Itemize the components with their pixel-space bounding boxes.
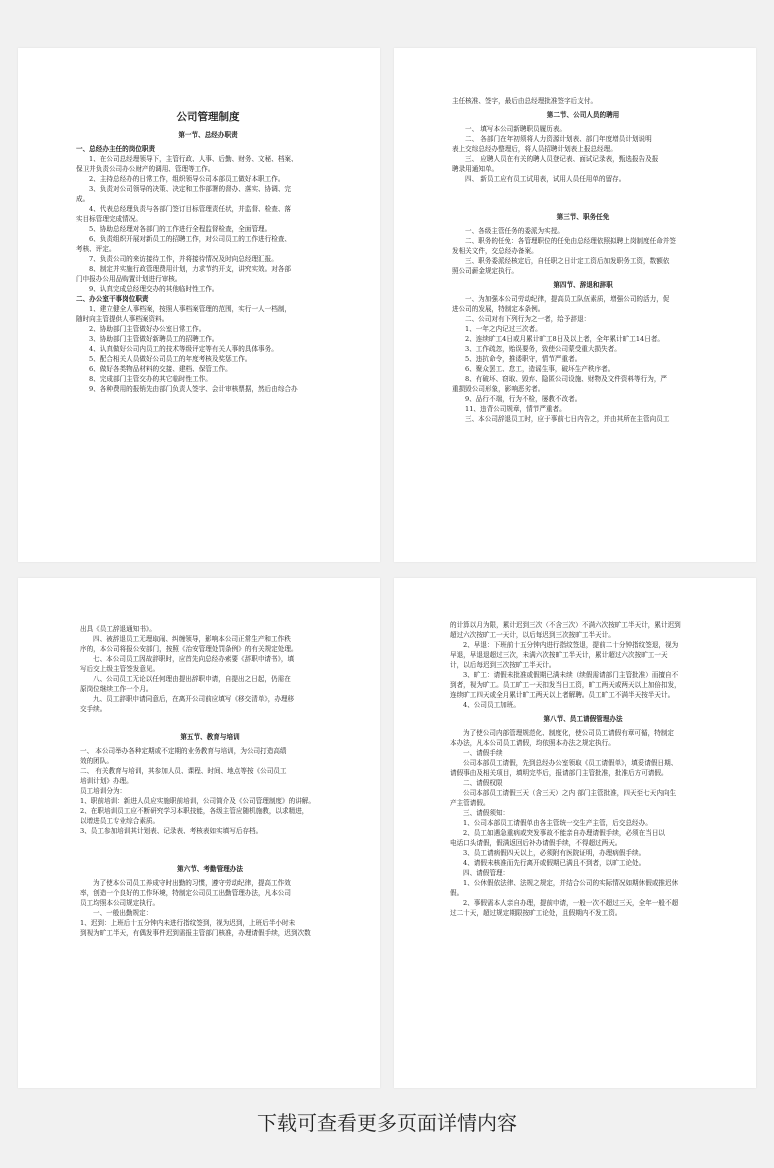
text-line: 9、各种费用的报销先由部门负责人签字、会计审核票据，然后由综合办	[89, 385, 298, 393]
text-line: 1、一年之内记过三次者。	[465, 325, 542, 333]
text-line: 三、请假须知：	[463, 809, 510, 817]
text-line: 3、员工请病假四天以上，必须附有医院证明，办理病假手续。	[463, 849, 646, 857]
text-line: 以增进员工专业综合素质。	[80, 817, 160, 825]
text-line: 3、协助部门主管做好新聘员工的招聘工作。	[89, 335, 219, 343]
text-line: 二、 各部门在年初须将人力资源计划表、部门年度增员计划说明	[465, 135, 652, 143]
text-line: 到视为旷工半天，有偶发事件迟到需报主管部门核准，办理请假手续，迟到次数	[80, 929, 311, 937]
text-line: 出具《员工辞退通知书》。	[80, 625, 156, 633]
text-line: 1、在公司总经理领导下，主管行政、人事、后勤、财务、文秘、档案、	[89, 155, 298, 163]
document-page-4	[394, 578, 756, 1088]
text-line: 1、建立健全人事档案，按照人事档案管理的范围，实行一人一档制，	[89, 305, 292, 313]
text-line: 公司本部员工请假，先到总经办公室领取《员工请假单》，填妥请假日期、	[463, 759, 678, 767]
text-line: 8、制定并实施行政管理费用计划，力求节约开支，讲究实效。对各部	[89, 265, 292, 273]
text-line: 三、 应聘人员在有关的聘人员登记表、面试记录表，甄选报告及报	[465, 155, 659, 163]
section-heading: 第二节、公司人员的聘用	[546, 111, 620, 119]
text-line: 假。	[450, 889, 464, 897]
text-line: 请假事由及相关项目，填明完毕后，报请部门主管批准，批准后方可请假。	[450, 769, 668, 777]
text-line: 3、员工参加培训其计划表、记录表、考核表如实填写后存档。	[80, 827, 263, 835]
text-line	[80, 714, 340, 728]
text-line: 4、代表总经理负责与各部门签订目标管理责任状，并监督、检查、落	[89, 205, 292, 213]
text-line: 4、公司员工加班。	[463, 701, 520, 709]
text-line: 员工均照本公司规定执行。	[80, 899, 160, 907]
text-line: 为了使公司内部管理规范化、制度化，使公司员工请假有章可循，特制定	[463, 729, 674, 737]
text-line: 保卫并负责公司办公财产的调用、管理等工作。	[76, 165, 215, 173]
text-line: 2、在职培训员工应不断研究学习本职技能，各级主管应随机施教，以求精进，	[80, 807, 309, 815]
text-line: 发相关文件，交总经办备案。	[452, 247, 538, 255]
text-line: 四、请假管理：	[463, 869, 510, 877]
text-line: 考核、评定。	[76, 245, 116, 253]
section-heading: 第八节、员工请假管理办法	[543, 715, 623, 723]
text-line: 5、协助总经理对各部门的工作进行全程监督检查，全面管理。	[89, 225, 272, 233]
text-line: 6、聚众罢工、怠工，造谣生事，破坏生产秩序者。	[465, 365, 615, 373]
text-line: 培训计划》办理。	[80, 777, 133, 785]
text-line: 四、被辞退员工无理取闹、纠缠领导，影响本公司正常生产和工作秩	[93, 635, 291, 643]
document-page-2	[394, 48, 756, 562]
text-line: 九、员工辞职申请同意后，在离开公司前应填写《移交清单》，办理移	[93, 695, 295, 703]
text-line: 5、配合相关人员做好公司员工的年度考核及奖惩工作。	[89, 355, 252, 363]
text-line: 7、负责公司的来访接待工作，并将接待情况及时向总经理汇报。	[89, 255, 278, 263]
text-line: 门申报办公用品购置计划进行审核。	[76, 275, 182, 283]
text-line: 成。	[76, 195, 90, 203]
text-line: 表上交综总经办整理后，将人员招聘计划表上报总经理。	[452, 145, 617, 153]
text-line: 四、 新员工应有员工试用表，试用人员任用单的留存。	[465, 175, 626, 183]
text-line	[80, 836, 340, 860]
text-line: 9、认真完成总经理交办的其他临时性工作。	[89, 285, 219, 293]
text-line: 公司本部员工请假三天（含三天）之内 部门主管批准，四天至七天内向生	[463, 789, 677, 797]
text-line: 八、公司员工无论以任何理由提出辞职申请，自提出之日起，仍需在	[93, 675, 291, 683]
text-line: 3、工作疏忽，贻误要务，致使公司蒙受重大损失者。	[465, 345, 621, 353]
text-line: 电话口头请假，假满返回后补办请假手续，不得超过两天。	[450, 839, 622, 847]
text-line: 进公司的发展，特制定本条例。	[452, 305, 545, 313]
text-line: 率，创造一个良好的工作环境，特制定公司员工出勤管理办法，凡本公司	[80, 889, 291, 897]
text-line: 2、协助部门主管做好办公室日常工作。	[89, 325, 206, 333]
section-heading: 第六节、考勤管理办法	[177, 865, 243, 873]
text-line: 一、一般出勤规定：	[93, 909, 153, 917]
text-line: 重损毁公司形象，影响恶劣者。	[452, 385, 545, 393]
text-line: 本办法，凡本公司员工请假，均依照本办法之规定执行。	[450, 739, 615, 747]
text-line: 9、品行不端，行为不检，屡教不改者。	[465, 395, 582, 403]
text-line: 实目标管理完成情况。	[76, 215, 142, 223]
text-line: 早退，早退退超过三次，未满六次按旷工半天计，累计超过六次按旷工一天	[450, 651, 668, 659]
text-line: 随时向主管提供人事档案资料。	[76, 315, 169, 323]
text-line: 三、本公司辞退员工时，应于事前七日内告之，并由其所在主管向员工	[465, 415, 670, 423]
text-line: 1、公司本部员工请假单由各主管统一交生产主管，后交总经办。	[463, 819, 652, 827]
text-line: 一、请假手续	[463, 749, 503, 757]
subsection-heading: 一、总经办主任的岗位职责	[76, 145, 156, 153]
text-line: 8、有破坏、窃取、毁弃、隐匿公司设施、财物及文件资料等行为，严	[465, 375, 668, 383]
document-page-1	[18, 48, 380, 562]
text-line: 到者，视为旷工。员工旷工一天扣发当日工资，旷工两天或两天以上加倍扣发，	[450, 681, 681, 689]
text-line: 1、职前培训：新进人员应实施职前培训，公司简介及《公司管理制度》的讲解。	[80, 797, 315, 805]
document-page-3	[18, 578, 380, 1088]
text-line: 1、公休假依法律、法规之规定，并结合公司的实际情况如期休假或推迟休	[463, 879, 679, 887]
section-heading: 第三节、职务任免	[556, 213, 610, 221]
text-line: 8、完成部门主管交办的其它临时性工作。	[89, 375, 212, 383]
text-line: 6、做好各类物品材料的交接、建档、保管工作。	[89, 365, 232, 373]
text-line: 二、职务的任免：各管理职位的任免由总经理依照拟聘上岗制度任命并签	[465, 237, 676, 245]
text-line: 2、早退：下班前十五分钟内进行指纹签退，提前二十分钟指纹签退，视为	[463, 641, 679, 649]
text-line: 原岗位继续工作一个月。	[80, 685, 153, 693]
text-line: 2、员工如遇急重病或突发事故不能亲自办理请假手续，必须在当日以	[463, 829, 666, 837]
text-line: 一、各级主管任务的委派为实授。	[465, 227, 564, 235]
text-line: 七、本公司员工因故辞职时，应首先向总经办索要《辞职申请书》，填	[93, 655, 295, 663]
section-heading: 第五节、教育与培训	[180, 733, 240, 741]
text-line: 2、连续旷工4日或月累计旷工8日及以上者，全年累计旷工14日者。	[465, 335, 665, 343]
text-line: 一、为加强本公司劳动纪律，提高员工队伍素质，增强公司的活力，促	[465, 295, 670, 303]
text-line: 4、请假未核准而先行离开或假期已满且不到者，以旷工论处。	[463, 859, 646, 867]
text-line: 主任核准、签字，最后由总经理批准签字后支付。	[452, 97, 598, 105]
text-line	[452, 184, 714, 208]
text-line: 5、违抗命令，推诿职守，情节严重者。	[465, 355, 582, 363]
text-line: 过二十天，超过规定期限按旷工论处，且假期内不发工资。	[450, 909, 622, 917]
text-line: 交手续。	[80, 705, 107, 713]
text-line: 一、 本公司举办各种定期或不定期的业务教育与培训，为公司打造高绩	[80, 747, 287, 755]
text-line: 1、迟到：上班后十五分钟内未进行指纹签到，视为迟到，上班后半小时未	[80, 919, 296, 927]
text-line: 一、 填写本公司新聘职员履历表。	[465, 125, 567, 133]
text-line: 2、主持总经办的日常工作，组织领导公司本部员工做好本职工作。	[89, 175, 285, 183]
subsection-heading: 二、办公室干事岗位职责	[76, 295, 149, 303]
text-line: 3、负责对公司领导的决策、决定和工作部署的督办、落实、协调、完	[89, 185, 292, 193]
text-line: 二、请假权限	[463, 779, 503, 787]
text-line: 2、事假需本人亲自办理，提前申请，一般一次不超过三天，全年一般不超	[463, 899, 679, 907]
document-title: 公司管理制度	[176, 111, 240, 123]
text-line: 4、认真做好公司内员工的技术等级评定等有关人事的具体事务。	[89, 345, 278, 353]
text-line: 三、职务委派经核定后，自任职之日计定工资后加发职务工资，数额依	[465, 257, 670, 265]
text-line: 聘录用通知单。	[452, 165, 499, 173]
text-line: 计，以后每迟到三次按旷工半天计。	[450, 661, 556, 669]
text-line: 写后交上级主管签发意见。	[80, 665, 160, 673]
text-line: 员工培训分为：	[80, 787, 127, 795]
text-line: 为了使本公司员工养成守时出勤的习惯，遵守劳动纪律，提高工作效	[93, 879, 291, 887]
text-line: 的计算以月为限，累计迟到三次（不含三次）不满六次按旷工半天计，累计迟到	[450, 621, 681, 629]
text-line: 产主管请假。	[450, 799, 490, 807]
text-line: 3、旷工：请假未批准或假期已满未续（续假需请部门主管批准）而擅自不	[463, 671, 679, 679]
text-line: 11、违背公司规章，情节严重者。	[465, 405, 566, 413]
section-heading: 第一节、总经办职责	[178, 131, 238, 139]
text-line: 序的，本公司将报公安部门，按照《治安管理处罚条例》的有关规定处理。	[80, 645, 298, 653]
section-heading: 第四节、辞退和辞职	[553, 281, 613, 289]
text-line: 二、公司对有下列行为之一者，给予辞退：	[465, 315, 591, 323]
text-line: 6、负责组织开展对新员工的招聘工作，对公司员工的工作进行检查、	[89, 235, 292, 243]
text-line: 效的团队。	[80, 757, 113, 765]
text-line: 二、 有关教育与培训，其参加人员、课程、时间、地点等按《公司员工	[80, 767, 287, 775]
text-line: 照公司薪金规定执行。	[452, 267, 518, 275]
text-line: 连续旷工四天或全月累计旷工两天以上者解聘。员工旷工不满半天按半天计。	[450, 691, 675, 699]
text-line: 超过六次按旷工一天计，以后每迟到三次按旷工半天计。	[450, 631, 615, 639]
download-more-caption: 下载可查看更多页面详情内容	[257, 1111, 517, 1135]
